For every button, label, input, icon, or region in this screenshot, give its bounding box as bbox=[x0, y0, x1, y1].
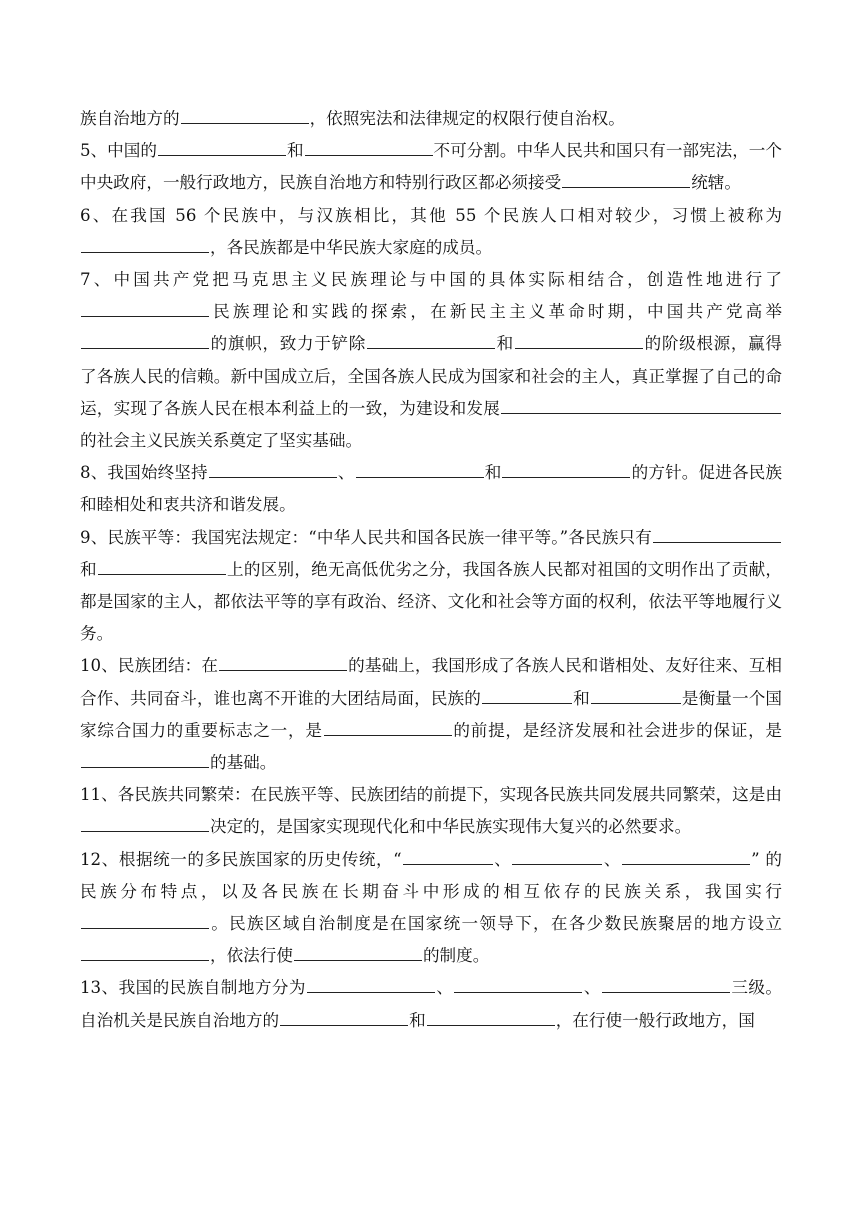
text-segment: 和 bbox=[409, 1010, 426, 1030]
text-segment: 和 bbox=[286, 141, 304, 161]
fill-blank[interactable] bbox=[427, 1009, 555, 1026]
fill-blank[interactable] bbox=[591, 687, 681, 704]
text-segment: 11、各民族共同繁荣：在民族平等、民族团结的前提下，实现各民族共同发展共同繁荣，这是由 bbox=[80, 785, 782, 805]
text-segment: 上的区别，绝无高低优劣之分，我国各族人民都对祖国的文明作出了贡献，都是国家的主人，都依法平等的享有政治、经济、文化和社会等方面的权利，依法平等地履行义务。 bbox=[80, 559, 783, 644]
fill-blank[interactable] bbox=[562, 171, 690, 188]
text-segment: 。民族区域自治制度是在国家统一领导下，在各少数民族聚居的地方设立 bbox=[210, 914, 782, 934]
text-segment: 、 bbox=[603, 849, 622, 869]
fill-blank[interactable] bbox=[324, 719, 452, 736]
fill-blank[interactable] bbox=[653, 526, 781, 543]
fill-blank[interactable] bbox=[515, 332, 643, 349]
fill-blank[interactable] bbox=[219, 654, 347, 671]
text-segment: ，依照宪法和法律规定的权限行使自治权。 bbox=[309, 109, 625, 128]
text-segment: 不可分割。中华人民共和国只有一部宪法，一个中央政府，一般行政地方，民族自治地方和特别行政区都必须接受 bbox=[80, 141, 782, 193]
fill-blank[interactable] bbox=[81, 300, 209, 317]
fill-blank[interactable] bbox=[81, 751, 209, 768]
fill-blank[interactable] bbox=[81, 815, 209, 832]
text-segment: 是衡量一个国家综合国力的重要标志之一，是 bbox=[80, 688, 783, 740]
fill-blank[interactable] bbox=[307, 976, 435, 993]
text-segment: 的阶级根源，赢得了各族人民的信赖。新中国成立后，全国各族人民成为国家和社会的主人，真正掌握了自己的命运，实现了各族人民在根本利益上的一致，为建设和发展 bbox=[80, 334, 783, 418]
text-segment: 、 bbox=[493, 849, 512, 869]
text-segment: 13、我国的民族自制地方分为 bbox=[80, 978, 306, 998]
text-segment: 和 bbox=[572, 688, 590, 708]
item-13 bbox=[80, 972, 782, 1036]
text-segment: 三级。自治机关是民族自治地方的 bbox=[80, 978, 783, 1030]
fill-blank[interactable] bbox=[501, 397, 781, 414]
text-segment: 、 bbox=[583, 978, 601, 998]
fill-blank[interactable] bbox=[209, 461, 337, 478]
fill-blank[interactable] bbox=[482, 687, 572, 704]
fill-blank[interactable] bbox=[81, 944, 209, 961]
text-segment: 族自治地方的 bbox=[80, 109, 180, 128]
fill-blank[interactable] bbox=[98, 558, 226, 575]
item-7 bbox=[80, 264, 782, 457]
fill-blank[interactable] bbox=[403, 848, 493, 865]
fill-blank[interactable] bbox=[158, 139, 286, 156]
text-segment: 的社会主义民族关系奠定了坚实基础。 bbox=[80, 431, 363, 451]
text-segment: 12、根据统一的多民族国家的历史传统，“ bbox=[80, 849, 402, 869]
text-segment: ” 的民族分布特点，以及各民族在长期奋斗中形成的相互依存的民族关系，我国实行 bbox=[80, 849, 782, 901]
item-4-continued bbox=[80, 103, 782, 135]
item-8 bbox=[80, 457, 782, 521]
text-segment: 9、民族平等：我国宪法规定：“中华人民共和国各民族一律平等。”各民族只有 bbox=[80, 527, 652, 547]
text-segment: 7、中国共产党把马克思主义民族理论与中国的具体实际相结合，创造性地进行了 bbox=[80, 270, 782, 290]
fill-blank[interactable] bbox=[454, 976, 582, 993]
text-segment: 的基础上，我国形成了各族人民和谐相处、友好往来、互相合作、共同奋斗，谁也离不开谁的大团结局面，民族的 bbox=[80, 656, 782, 708]
text-segment: ，各民族都是中华民族大家庭的成员。 bbox=[210, 237, 493, 257]
item-12 bbox=[80, 844, 782, 973]
fill-blank[interactable] bbox=[602, 976, 730, 993]
text-segment: 和 bbox=[80, 559, 97, 579]
text-segment: 决定的，是国家实现现代化和中华民族实现伟大复兴的必然要求。 bbox=[210, 817, 692, 837]
fill-blank[interactable] bbox=[356, 461, 484, 478]
fill-blank[interactable] bbox=[181, 107, 309, 124]
item-11 bbox=[80, 779, 782, 843]
fill-blank[interactable] bbox=[280, 1009, 408, 1026]
text-segment: 统辖。 bbox=[691, 173, 741, 193]
text-segment: 8、我国始终坚持 bbox=[80, 463, 208, 483]
text-segment: 6、在我国 56 个民族中，与汉族相比，其他 55 个民族人口相对较少，习惯上被称为 bbox=[80, 205, 782, 225]
fill-blank[interactable] bbox=[367, 332, 495, 349]
text-segment: 、 bbox=[337, 463, 355, 483]
text-segment: 的基础。 bbox=[210, 753, 277, 773]
text-segment: 、 bbox=[435, 978, 454, 998]
text-segment: ，在行使一般行政地方，国 bbox=[555, 1010, 755, 1030]
fill-blank[interactable] bbox=[502, 461, 630, 478]
text-segment: 的旗帜，致力于铲除 bbox=[210, 334, 366, 354]
fill-blank[interactable] bbox=[622, 848, 750, 865]
worksheet-page bbox=[80, 103, 782, 1037]
text-segment: 5、中国的 bbox=[80, 141, 157, 161]
text-segment: 的方针。促进各民族和睦相处和衷共济和谐发展。 bbox=[80, 463, 783, 515]
text-segment: ，依法行使 bbox=[210, 946, 293, 966]
text-segment: 民族理论和实践的探索，在新民主主义革命时期，中国共产党高举 bbox=[210, 302, 782, 322]
item-6 bbox=[80, 200, 782, 264]
fill-blank[interactable] bbox=[81, 912, 209, 929]
fill-blank[interactable] bbox=[81, 236, 209, 253]
text-segment: 的制度。 bbox=[422, 946, 490, 966]
fill-blank[interactable] bbox=[294, 944, 422, 961]
text-segment: 和 bbox=[484, 463, 502, 483]
text-segment: 和 bbox=[496, 334, 514, 354]
item-5 bbox=[80, 135, 782, 199]
item-10 bbox=[80, 650, 782, 779]
fill-blank[interactable] bbox=[81, 332, 209, 349]
fill-blank[interactable] bbox=[305, 139, 433, 156]
text-segment: 的前提，是经济发展和社会进步的保证，是 bbox=[452, 720, 783, 740]
text-segment: 10、民族团结：在 bbox=[80, 656, 219, 676]
fill-blank[interactable] bbox=[512, 848, 602, 865]
item-9 bbox=[80, 522, 782, 651]
